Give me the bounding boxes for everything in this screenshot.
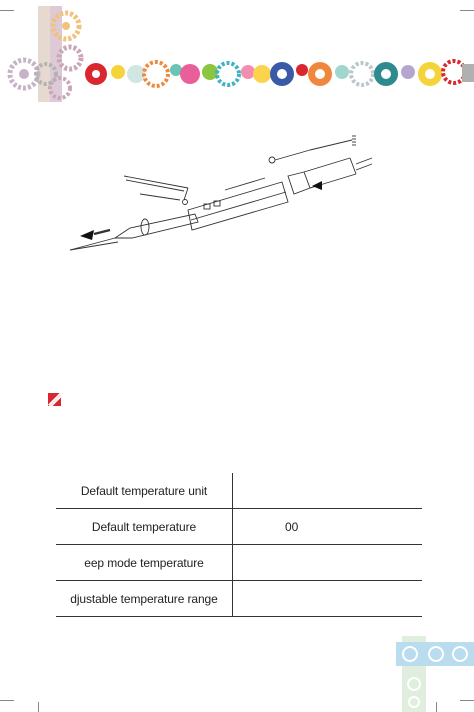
table-cell-value [233,473,423,509]
table-cell-label: eep mode temperature [56,545,233,581]
table-row [56,473,422,509]
table-row [56,581,422,617]
decorative-side-strip [396,636,474,712]
crop-mark [0,700,14,701]
decorative-gear-banner [0,0,474,110]
table-cell-value: 00 [233,509,423,545]
crop-mark [38,702,39,712]
table-cell-label: Default temperature [56,509,233,545]
table-row [56,509,422,545]
warning-mark-icon [48,393,61,406]
table-row [56,545,422,581]
table-cell-label: Default temperature unit [56,473,233,509]
default-settings-table [56,473,422,617]
table-cell-value [233,581,423,617]
soldering-iron-assembly-diagram [60,128,380,263]
table-cell-label: djustable temperature range [56,581,233,617]
table-cell-value [233,545,423,581]
